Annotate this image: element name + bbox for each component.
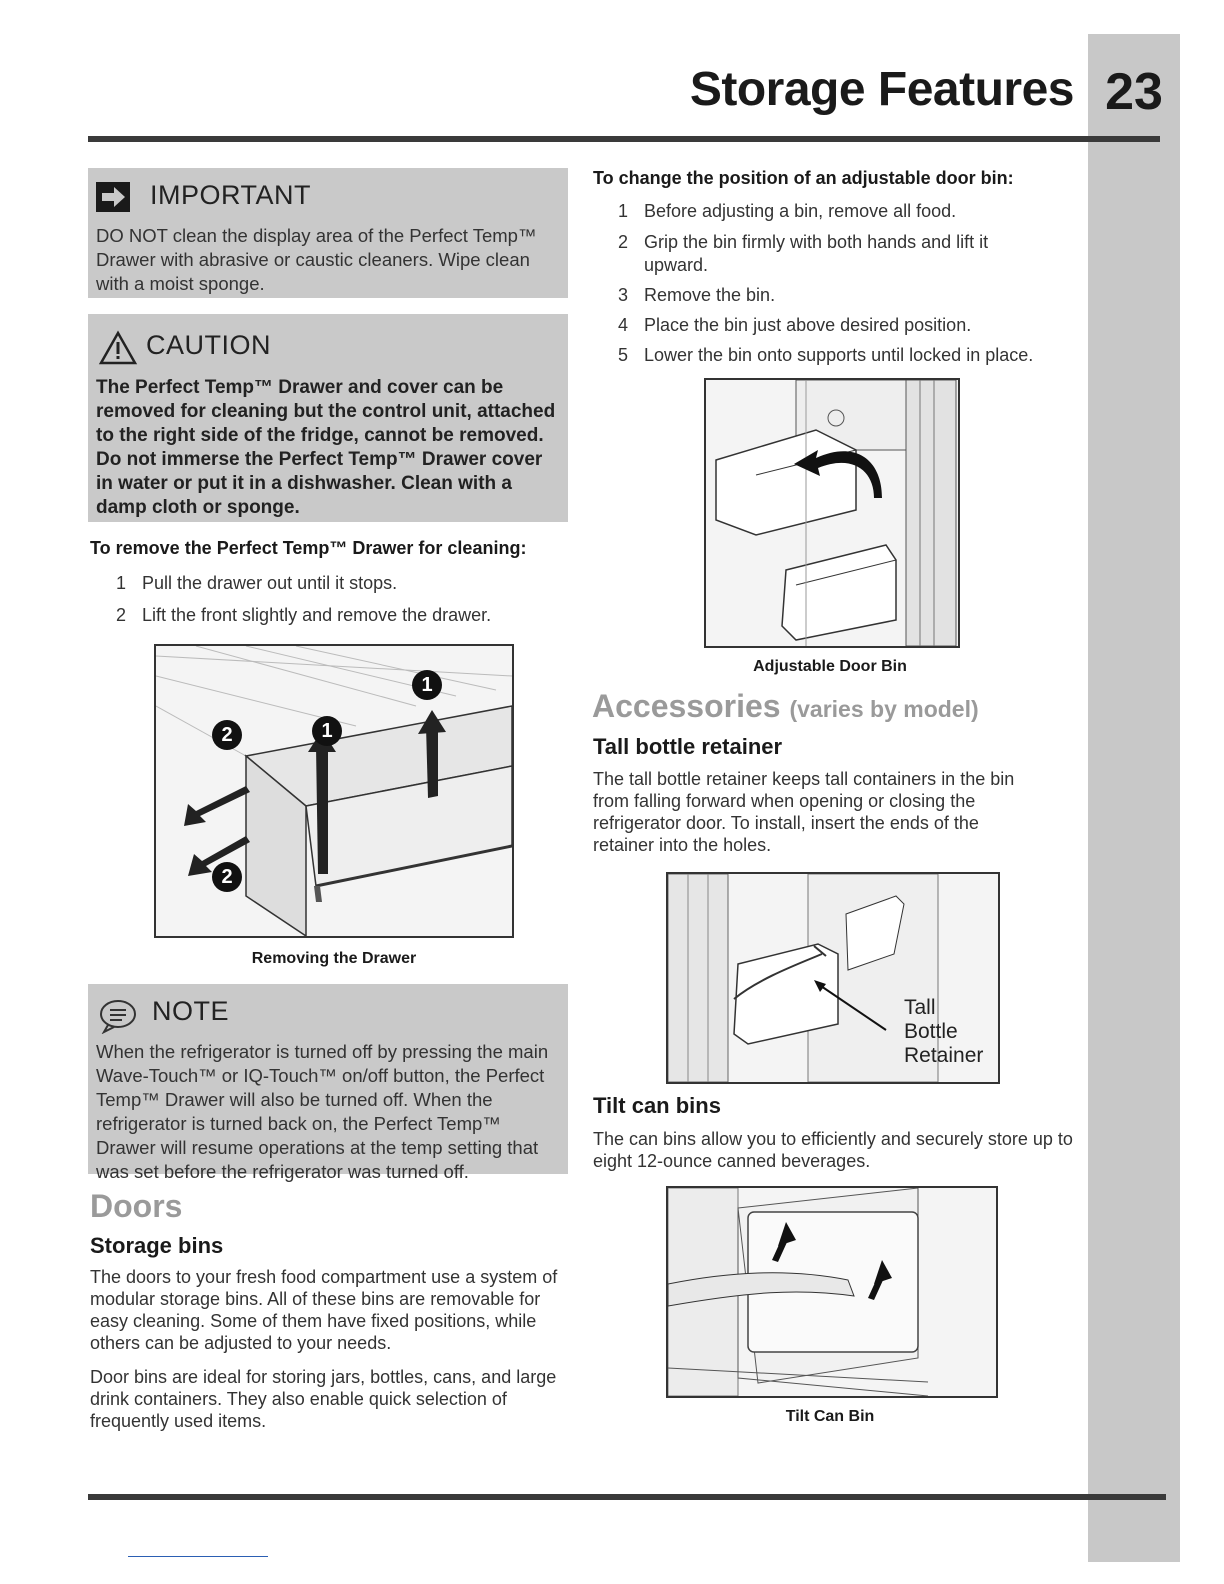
important-title: IMPORTANT (150, 180, 312, 210)
note-text: When the refrigerator is turned off by pressing the main Wave-Touch™ or IQ-Touch™ on/off button, the Perfect Temp™ Drawer will also be turned off. When the refrigerator is turned back on, the Perfect Temp™ Drawer will resume operations at the temp setting that was set before the refrigerator was turned off. (96, 1041, 549, 1182)
footer-rule (88, 1494, 1166, 1500)
accessories-heading (592, 688, 979, 725)
adjustable-bin-caption: Adjustable Door Bin (753, 658, 907, 675)
tilt-bin-illustration (668, 1188, 996, 1396)
step-marker-2: 2 (212, 862, 242, 892)
page-number-bar (1088, 34, 1180, 1562)
tall-bottle-retainer-heading: Tall bottle retainer (593, 734, 783, 759)
remove-step-2 (116, 604, 491, 627)
important-box (88, 168, 568, 298)
step-number: 2 (618, 232, 629, 252)
tall-bottle-retainer-text: The tall bottle retainer keeps tall containers in the bin from falling forward when opening or closing the refrigerator door. To install, insert the ends of the retainer into the holes. (593, 769, 1015, 855)
door-bin-illustration (706, 380, 958, 646)
step-text: Lower the bin onto supports until locked in place. (644, 345, 1034, 365)
tilt-can-bins-heading: Tilt can bins (593, 1093, 721, 1118)
caution-title: CAUTION (146, 330, 271, 360)
adjust-step-2 (618, 231, 1038, 277)
retainer-label-line: Tall (904, 996, 936, 1019)
step-number: 4 (618, 315, 629, 335)
retainer-label-line: Bottle (904, 1020, 958, 1043)
step-text: Grip the bin firmly with both hands and lift it upward. (644, 232, 989, 275)
doors-paragraph-1: The doors to your fresh food compartment use a system of modular storage bins. All of these bins are removable for easy cleaning. Some of them have fixed positions, while others can be adjusted to your needs. (90, 1267, 558, 1353)
tilt-can-bins-text: The can bins allow you to efficiently and securely store up to eight 12-ounce canned beverages. (593, 1129, 1073, 1171)
important-text: DO NOT clean the display area of the Perfect Temp™ Drawer with abrasive or caustic cleaners. Wipe clean with a moist sponge. (96, 225, 537, 294)
arrow-right-icon (96, 182, 130, 212)
footer-link-line (128, 1556, 268, 1557)
tall-bottle-retainer-figure (666, 872, 1000, 1084)
step-text: Remove the bin. (644, 285, 776, 305)
remove-step-1 (116, 572, 397, 595)
step-number: 2 (116, 605, 127, 625)
step-marker-1: 1 (412, 670, 442, 700)
storage-bins-heading: Storage bins (90, 1233, 224, 1258)
step-text: Before adjusting a bin, remove all food. (644, 201, 957, 221)
step-text: Place the bin just above desired position. (644, 315, 972, 335)
step-number: 1 (618, 201, 629, 221)
caution-box (88, 314, 568, 522)
header-rule (88, 136, 1160, 142)
tilt-can-bin-figure (666, 1186, 998, 1398)
adjust-bin-heading: To change the position of an adjustable door bin: (593, 168, 1014, 188)
retainer-label-line: Retainer (904, 1044, 984, 1067)
removing-drawer-caption: Removing the Drawer (251, 950, 417, 967)
step-marker-1: 1 (312, 716, 342, 746)
tilt-can-bin-caption: Tilt Can Bin (785, 1408, 875, 1425)
drawer-illustration (156, 646, 512, 936)
remove-drawer-heading: To remove the Perfect Temp™ Drawer for cleaning: (90, 538, 527, 558)
warning-triangle-icon (98, 330, 138, 371)
accessories-note: (varies by model) (789, 696, 979, 722)
note-icon (98, 998, 138, 1039)
removing-drawer-figure (154, 644, 514, 938)
step-text: Lift the front slightly and remove the drawer. (142, 605, 492, 625)
step-number: 5 (618, 345, 629, 365)
step-number: 3 (618, 285, 629, 305)
caution-text: The Perfect Temp™ Drawer and cover can be removed for cleaning but the control unit, attached to the right side of the fridge, cannot be removed. Do not immerse the Perfect Temp™ Drawer cover in water or put it in a dishwasher. Clean with a damp cloth or sponge. (96, 377, 556, 518)
note-title: NOTE (152, 996, 230, 1026)
adjust-step-5 (618, 344, 1033, 367)
page-title: Storage Features (689, 63, 1074, 116)
doors-heading: Doors (90, 1188, 183, 1224)
step-text: Pull the drawer out until it stops. (142, 573, 398, 593)
doors-paragraph-2: Door bins are ideal for storing jars, bottles, cans, and large drink containers. They also enable quick selection of frequently used items. (90, 1367, 557, 1431)
page-number: 23 (1105, 63, 1163, 121)
note-box (88, 984, 568, 1182)
adjust-step-1 (618, 200, 956, 223)
adjust-step-4 (618, 314, 971, 337)
retainer-label (904, 996, 983, 1068)
adjust-step-3 (618, 284, 775, 307)
step-number: 1 (116, 573, 127, 593)
adjustable-bin-figure (704, 378, 960, 648)
step-marker-2: 2 (212, 720, 242, 750)
accessories-title: Accessories (592, 688, 781, 724)
